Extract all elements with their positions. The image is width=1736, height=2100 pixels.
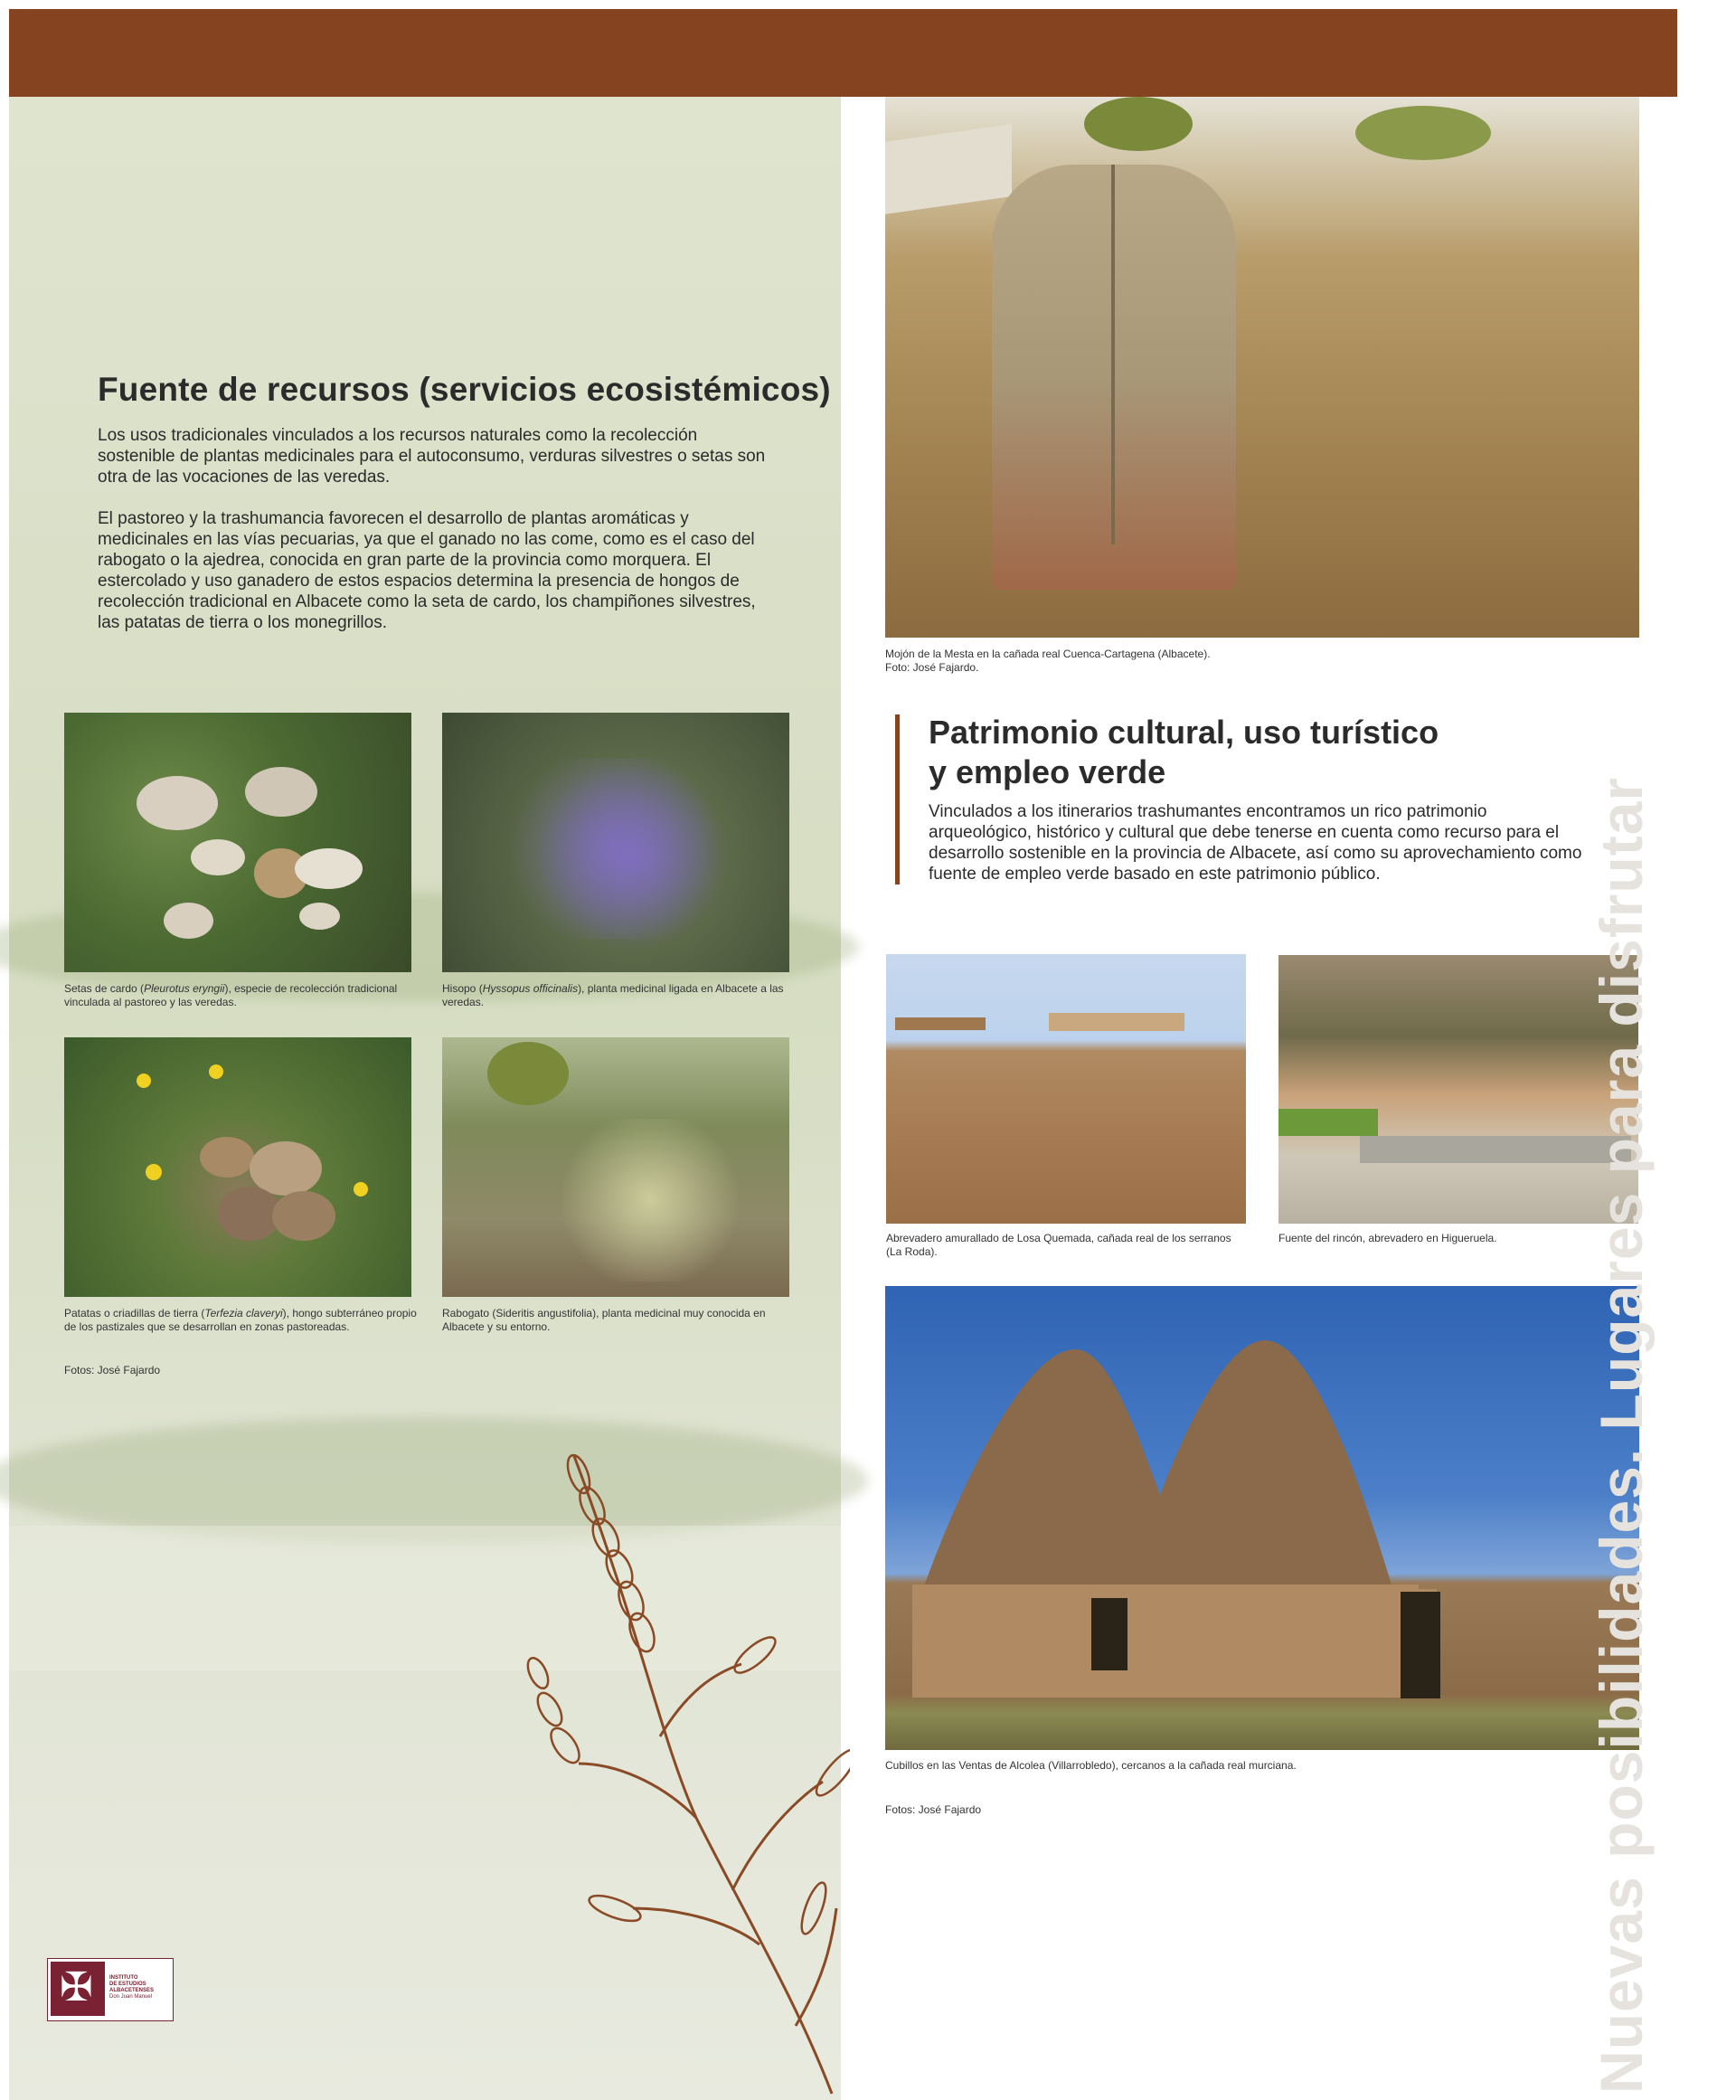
vertical-series-title: Nuevas posibilidades. Lugares para disfrutar bbox=[1588, 776, 1655, 2094]
logo-text-2: DE ESTUDIOS bbox=[109, 1982, 146, 1987]
caption-sideritis: Rabogato (Sideritis angustifolia), planta medicinal muy conocida en Albacete y su entorno. bbox=[442, 1307, 766, 1333]
logo-text-3: ALBACETENSES bbox=[109, 1988, 155, 1993]
left-photo-credit: Fotos: José Fajardo bbox=[64, 1364, 161, 1376]
resources-paragraph-2: El pastoreo y la trashumancia favorecen el desarrollo de plantas aromáticas y medicinales en las vías pecuarias, ya que el ganado no las come, como es el caso del rabogato o la ajedrea, conocida en gran parte de la provincia como morquera. El estercolado y uso ganadero de estos espacios determina la presencia de hongos de recolección tradicional en Albacete como la seta de cardo, los champiñones silvestres, las patatas de tierra o los monegrillos. bbox=[98, 509, 756, 632]
abrevadero-photo bbox=[886, 954, 1246, 1224]
caption-hyssop: Hisopo (Hyssopus officinalis), planta medicinal ligada en Albacete a las veredas. bbox=[442, 982, 784, 1008]
section-accent-bar bbox=[895, 714, 900, 884]
logo-text-1: INSTITUTO bbox=[109, 1975, 138, 1981]
mushroom-photo bbox=[64, 713, 411, 972]
caption-mushroom: Setas de cardo (Pleurotus eryngii), especie de recolección tradicional vinculada al pastoreo y las veredas. bbox=[64, 982, 398, 1008]
header-bar bbox=[9, 9, 1677, 97]
section-heading-resources: Fuente de recursos (servicios ecosistémicos) bbox=[98, 371, 831, 408]
resources-paragraph-1: Los usos tradicionales vinculados a los recursos naturales como la recolección sostenible de plantas medicinales para el autoconsumo, verduras silvestres o setas son otra de las vocaciones de las veredas. bbox=[98, 426, 766, 487]
cross-icon: ✠ bbox=[60, 1964, 93, 2010]
caption-cubillos: Cubillos en las Ventas de Alcolea (Villarrobledo), cercanos a la cañada real murciana. bbox=[885, 1759, 1297, 1772]
truffle-photo bbox=[64, 1037, 411, 1297]
caption-fuente: Fuente del rincón, abrevadero en Higueruela. bbox=[1278, 1232, 1497, 1244]
institute-logo bbox=[47, 1958, 174, 2021]
sideritis-photo bbox=[442, 1037, 789, 1297]
fuente-photo bbox=[1278, 955, 1638, 1224]
caption-truffle: Patatas o criadillas de tierra (Terfezia claveryi), hongo subterráneo propio de los pastizales que se desarrollan en zonas pastoreadas. bbox=[64, 1307, 417, 1333]
cubillos-photo bbox=[885, 1286, 1639, 1750]
hyssop-photo bbox=[442, 713, 789, 972]
plant-illustration bbox=[524, 1438, 850, 2098]
caption-abrevadero: Abrevadero amurallado de Losa Quemada, cañada real de los serranos (La Roda). bbox=[886, 1232, 1231, 1258]
mojon-photo bbox=[885, 97, 1639, 638]
heritage-paragraph: Vinculados a los itinerarios trashumantes encontramos un rico patrimonio arqueológico, histórico y cultural que debe tenerse en cuenta como recurso para el desarrollo sostenible en la provincia de Albacete, así como su aprovechamiento como fuente de empleo verde basado en este patrimonio público. bbox=[929, 802, 1582, 884]
logo-text-4: Don Juan Manuel bbox=[109, 1994, 153, 2000]
right-photo-credit: Fotos: José Fajardo bbox=[885, 1803, 982, 1816]
section-heading-heritage: Patrimonio cultural, uso turístico y empleo verde bbox=[929, 714, 1439, 790]
caption-mojon: Mojón de la Mesta en la cañada real Cuenca-Cartagena (Albacete). Foto: José Fajardo. bbox=[885, 648, 1211, 674]
